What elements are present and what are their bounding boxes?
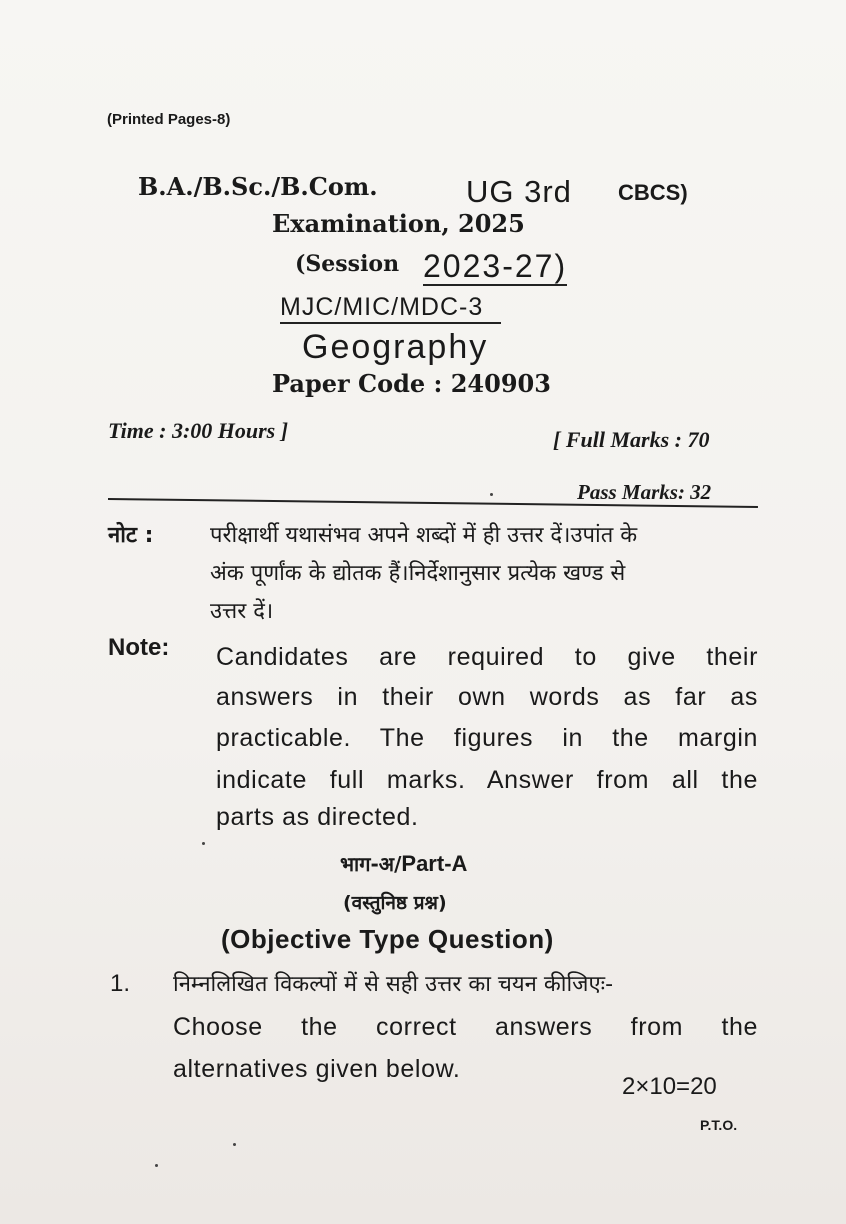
ug-level: UG 3rd	[466, 174, 572, 209]
session-year: 2023-27)	[423, 248, 568, 284]
degree-title: B.A./B.Sc./B.Com.	[138, 172, 378, 201]
cbcs-label: CBCS)	[618, 180, 688, 205]
note-hindi-line: उत्तर दें।	[210, 599, 274, 624]
paper-code: Paper Code : 240903	[272, 369, 551, 398]
question-marks: 2×10=20	[622, 1073, 717, 1100]
scan-speck	[490, 493, 493, 496]
part-a-hindi: भाग-अ/	[340, 852, 402, 876]
pass-marks: Pass Marks: 32	[577, 480, 712, 504]
note-english-line: parts as directed.	[216, 803, 419, 831]
note-english-line: practicable. The figures in the margin	[216, 724, 758, 752]
note-english-line: Candidates are required to give their	[216, 643, 758, 671]
note-hindi-line: परीक्षार्थी यथासंभव अपने शब्दों में ही उत्तर दें।उपांत के	[210, 523, 638, 548]
part-a-heading	[340, 850, 467, 877]
question-english-line: Choose the correct answers from the	[173, 1013, 758, 1041]
course-code: MJC/MIC/MDC-3	[280, 292, 501, 324]
note-english-line: indicate full marks. Answer from all the	[216, 766, 758, 794]
note-hindi-line: अंक पूर्णांक के द्योतक हैं।निर्देशानुसार प्रत्येक खण्ड से	[210, 561, 626, 586]
scan-speck	[155, 1164, 158, 1167]
examination-year: Examination, 2025	[272, 209, 525, 238]
pto-label: P.T.O.	[700, 1117, 738, 1133]
full-marks: [ Full Marks : 70	[553, 427, 710, 452]
question-english-line: alternatives given below.	[173, 1055, 461, 1083]
printed-pages: (Printed Pages-8)	[107, 111, 231, 128]
part-a-subtitle-english: (Objective Type Question)	[221, 924, 554, 954]
part-a-english: Part-A	[401, 851, 468, 876]
question-number: 1.	[110, 970, 131, 997]
scan-speck	[233, 1143, 236, 1146]
time-allowed: Time : 3:00 Hours ]	[108, 418, 289, 443]
question-hindi: निम्नलिखित विकल्पों में से सही उत्तर का चयन कीजिएः-	[173, 972, 614, 997]
note-hindi-label: नोट :	[108, 523, 154, 548]
session-label: (Session	[295, 251, 400, 277]
scan-speck	[202, 842, 205, 845]
note-english-label: Note:	[108, 634, 170, 661]
part-a-subtitle-hindi: (वस्तुनिष्ठ प्रश्न)	[343, 892, 447, 914]
note-english-line: answers in their own words as far as	[216, 683, 758, 711]
subject-title: Geography	[302, 328, 489, 366]
